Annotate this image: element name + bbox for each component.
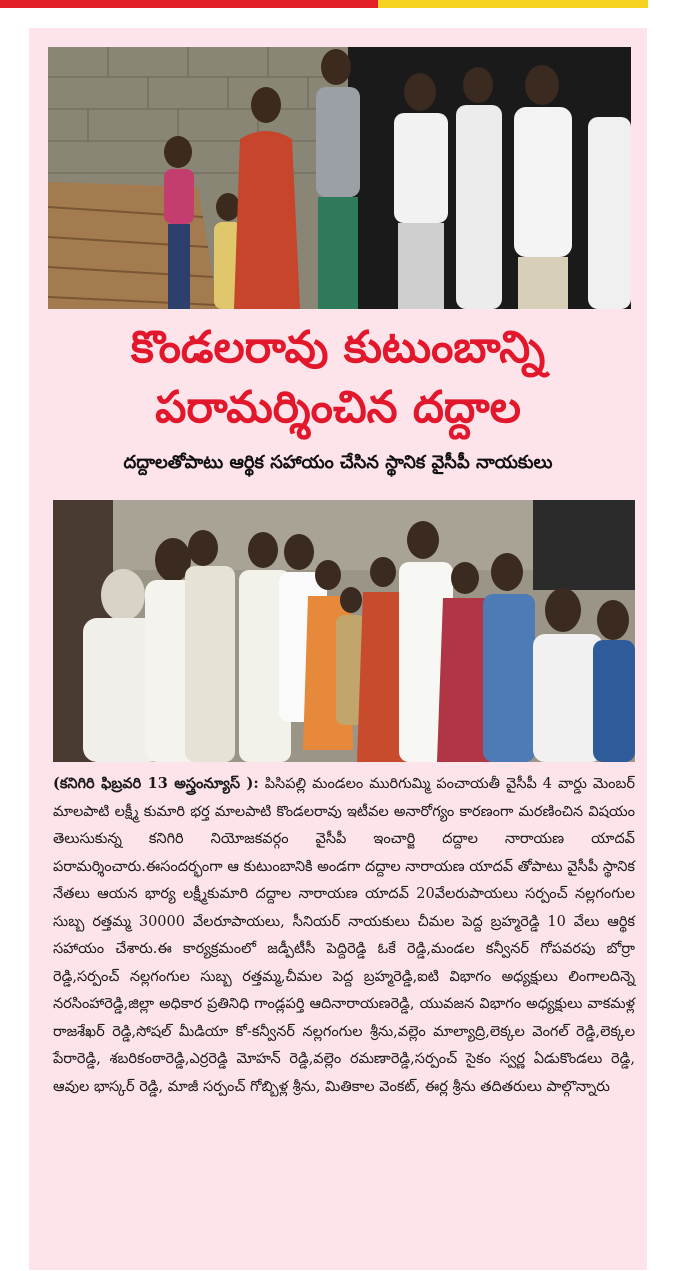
article-body	[53, 770, 635, 1101]
article-photo-bottom	[53, 500, 635, 762]
article-photo-top	[48, 47, 631, 309]
article-dateline: (కనిగిరి ఫిబ్రవరి 13 అస్త్రంన్యూస్ ):	[53, 775, 259, 792]
masthead-bar-red	[0, 0, 378, 8]
subheadline: దద్దాలతోపాటు ఆర్థిక సహాయం చేసిన స్థానిక వైసీపీ నాయకులు	[123, 452, 553, 473]
article-body-text: పిసిపల్లి మండలం మురిగుమ్మి పంచాయతీ వైసీపీ 4 వార్డు మెంబర్ మాలపాటి లక్ష్మీ కుమారి భర్త మాలపాటి కొండలరావు ఇటీవల అనారోగ్యం కారణంగా మరణించిన విషయం తెలుసుకున్న కనిగిరి నియోజకవర్గం వైసీపీ ఇంచార్జి దద్దాల నారాయణ యాదవ్ పరామర్శించారు.ఈసందర్భంగా ఆ కుటుంబానికి అండగా దద్దాల నారాయణ యాదవ్ తోపాటు వైసీపీ స్థానిక నేతలు ఆయన భార్య లక్ష్మీకుమారి దద్దాల నారాయణ యాదవ్ 20వేలరుపాయలు సర్పంచ్ నల్లగంగుల సుబ్బ రత్తమ్మ 30000 వేలరూపాయలు, సీనియర్ నాయకులు చీమల పెద్ద బ్రహ్మరెడ్డి 10 వేలు ఆర్థిక సహాయం చేశారు.ఈ కార్యక్రమంలో జడ్పీటీసీ పెద్దిరెడ్డి ఓకే రెడ్డి,మండల కన్వీనర్ గోపవరపు బోర్రా రెడ్డి,సర్పంచ్ నల్లగంగుల సుబ్బ రత్తమ్మ,చీమల పెద్ద బ్రహ్మరెడ్డి,ఐటి విభాగం అధ్యక్షులు లింగాలదిన్నె నరసింహారెడ్డి,జిల్లా అధికార ప్రతినిధి గాండ్లపర్తి ఆదినారాయణరెడ్డి, యువజన విభాగం అధ్యక్షులు వాకమళ్ల రాజశేఖర్ రెడ్డి,సోషల్ మీడియా కో-కన్వీనర్ నల్లగంగుల శ్రీను,వల్లెం మాల్యాద్రి,లెక్కల వెంగల్ రెడ్డి,లెక్కల పేరారెడ్డి, శబరికంఠారెడ్డి,ఎర్రరెడ్డి మోహన్ రెడ్డి,వల్లెం రమణారెడ్డి,సర్పంచ్ సైకం స్వర్ణ ఏడుకొండలు రెడ్డి, ఆవుల భాస్కర్ రెడ్డి, మాజీ సర్పంచ్ గోబ్బిళ్ల శ్రీను, మితికాల వెంకట్, ఈర్ల శ్రీను తదితరులు పాల్గొన్నారు	[53, 776, 636, 1095]
masthead-bar-yellow	[378, 0, 648, 8]
headline-line-2: పరామర్శించిన దద్దాల	[155, 382, 521, 433]
headline-line-1: కొండలరావు కుటుంబాన్ని	[130, 322, 546, 373]
